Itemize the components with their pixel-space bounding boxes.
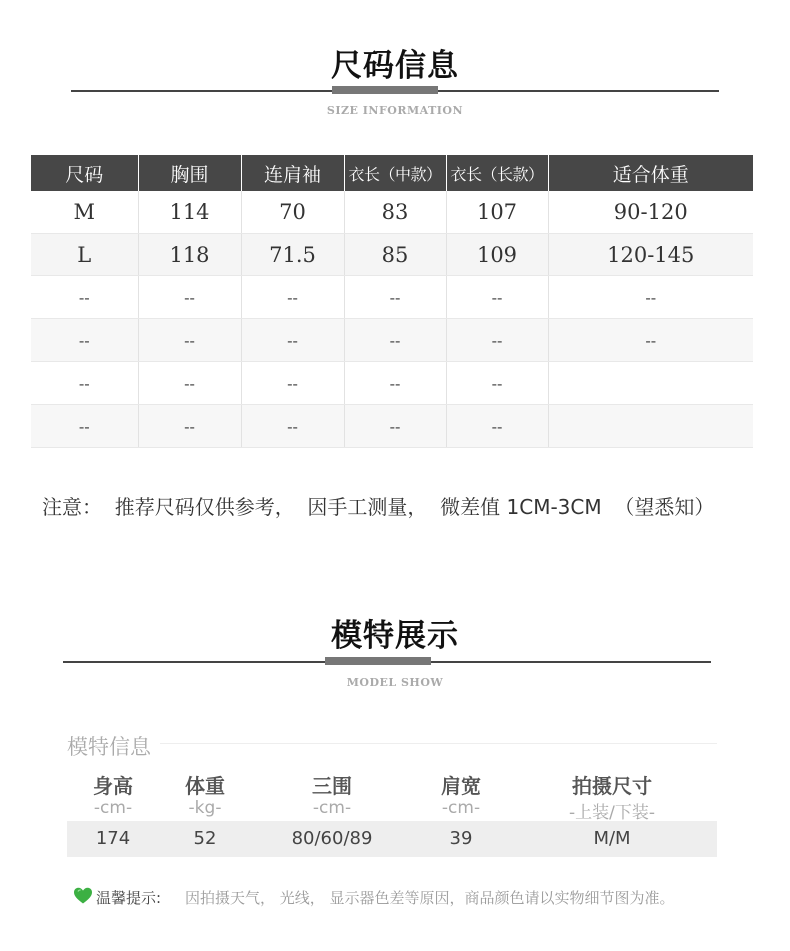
table-cell: --	[31, 276, 138, 319]
header-size: 尺码	[31, 155, 138, 191]
table-cell: 85	[344, 234, 446, 276]
model-unit: -kg-	[188, 798, 222, 818]
table-cell: --	[31, 319, 138, 362]
table-cell: --	[31, 362, 138, 405]
model-column-size-worn	[542, 0, 682, 951]
table-cell: 71.5	[241, 234, 344, 276]
model-value: 174	[95, 828, 131, 849]
header-sleeve: 连肩袖	[241, 155, 344, 191]
table-cell: L	[31, 234, 138, 276]
table-cell: --	[241, 276, 344, 319]
table-cell: --	[138, 405, 241, 448]
model-label: 拍摄尺寸	[572, 774, 652, 798]
model-label: 肩宽	[441, 774, 481, 798]
model-value: 52	[193, 828, 217, 849]
model-label: 体重	[185, 774, 225, 798]
header-weight: 适合体重	[548, 155, 753, 191]
tip-text: 因拍摄天气， 光线， 显示器色差等原因，商品颜色请以实物细节图为准。	[185, 889, 675, 907]
header-length-long: 衣长（长款）	[446, 155, 548, 191]
table-cell: --	[241, 362, 344, 405]
table-cell: --	[344, 405, 446, 448]
model-section-subtitle: MODEL SHOW	[346, 676, 444, 689]
table-cell: --	[241, 405, 344, 448]
model-value: M/M	[593, 828, 631, 849]
table-cell: 83	[344, 191, 446, 234]
table-cell: --	[344, 319, 446, 362]
header-length-medium: 衣长（中款）	[344, 155, 446, 191]
model-column-measurements	[272, 0, 392, 951]
model-info-title: 模特信息	[67, 735, 151, 759]
table-cell: --	[138, 276, 241, 319]
model-unit: -cm-	[312, 798, 352, 818]
size-section-subtitle: SIZE INFORMATION	[326, 104, 464, 117]
measurement-note: 注意： 推荐尺码仅供参考， 因手工测量， 微差值 1CM-3CM （望悉知）	[42, 495, 715, 519]
table-cell: --	[446, 405, 548, 448]
table-cell: --	[241, 319, 344, 362]
table-cell: M	[31, 191, 138, 234]
tip-label: 温馨提示:	[96, 889, 162, 907]
model-label: 三围	[312, 774, 352, 798]
table-cell: --	[344, 276, 446, 319]
model-unit: -上装/下装-	[569, 803, 655, 823]
model-column-height	[63, 0, 163, 951]
size-section-title: 尺码信息	[331, 48, 459, 84]
table-cell: --	[138, 362, 241, 405]
green-heart-icon	[73, 886, 93, 906]
model-column-weight	[155, 0, 255, 951]
table-cell: 70	[241, 191, 344, 234]
table-cell: --	[31, 405, 138, 448]
table-cell: --	[446, 362, 548, 405]
model-label: 身高	[93, 774, 133, 798]
table-cell: --	[548, 319, 753, 362]
table-cell: --	[548, 276, 753, 319]
model-value: 80/60/89	[291, 828, 373, 849]
header-chest: 胸围	[138, 155, 241, 191]
table-cell: 90-120	[548, 191, 753, 234]
model-unit: -cm-	[441, 798, 481, 818]
table-cell: --	[446, 276, 548, 319]
model-column-shoulder	[411, 0, 511, 951]
table-cell: 118	[138, 234, 241, 276]
table-cell: 109	[446, 234, 548, 276]
table-cell: --	[344, 362, 446, 405]
table-cell: 114	[138, 191, 241, 234]
model-unit: -cm-	[93, 798, 133, 818]
model-section-title: 模特展示	[331, 618, 459, 654]
table-cell: 120-145	[548, 234, 753, 276]
model-value: 39	[449, 828, 473, 849]
table-cell: --	[446, 319, 548, 362]
table-cell: --	[138, 319, 241, 362]
table-cell: 107	[446, 191, 548, 234]
